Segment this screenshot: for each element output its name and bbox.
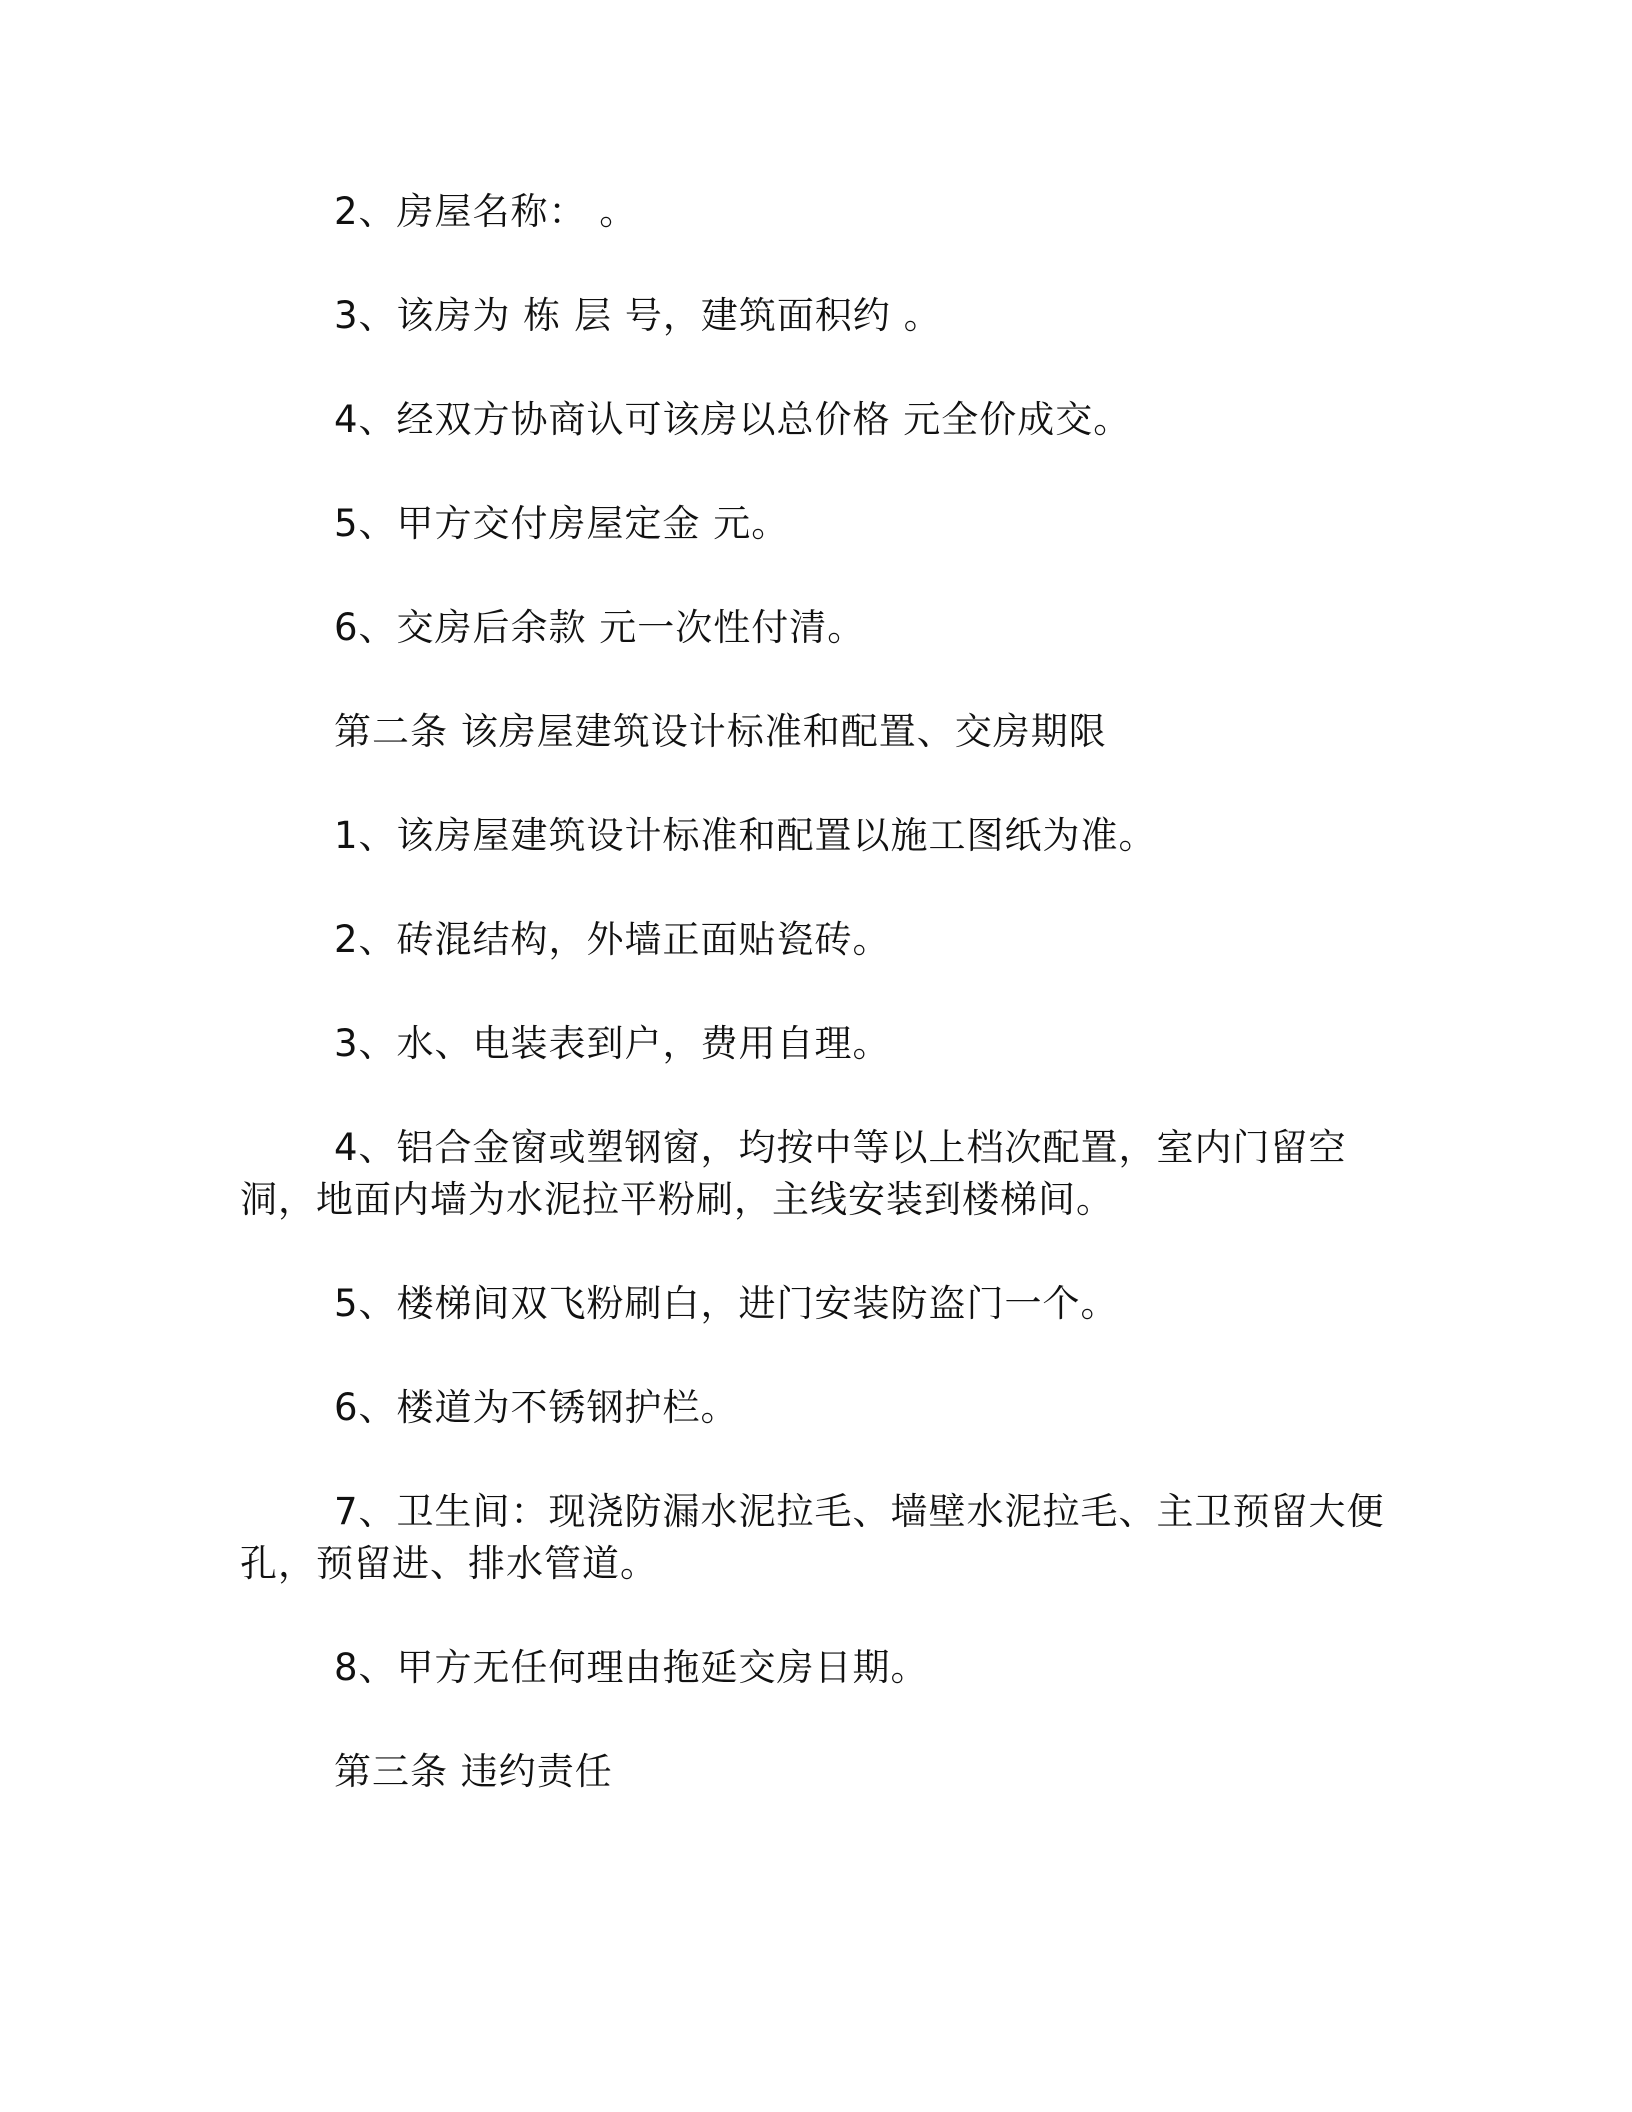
document-body [240, 186, 1390, 1850]
paragraph-delivery-date: 8、甲方无任何理由拖延交房日期。 [334, 1646, 929, 1689]
paragraph-utilities: 3、水、电装表到户，费用自理。 [334, 1022, 891, 1065]
paragraph-windows-doors: 4、铝合金窗或塑钢窗，均按中等以上档次配置，室内门留空洞，地面内墙为水泥拉平粉刷，主线安装到楼梯间。 [240, 1126, 1347, 1221]
paragraph-structure: 2、砖混结构，外墙正面贴瓷砖。 [334, 918, 891, 961]
paragraph-deposit: 5、甲方交付房屋定金 元。 [334, 502, 790, 545]
article-two-heading: 第二条 该房屋建筑设计标准和配置、交房期限 [334, 710, 1107, 753]
paragraph-bathroom: 7、卫生间：现浇防漏水泥拉毛、墙壁水泥拉毛、主卫预留大便孔，预留进、排水管道。 [240, 1490, 1385, 1585]
paragraph-total-price: 4、经双方协商认可该房以总价格 元全价成交。 [334, 398, 1132, 441]
article-three-heading: 第三条 违约责任 [334, 1750, 613, 1793]
paragraph-house-location-area: 3、该房为 栋 层 号，建筑面积约 。 [334, 294, 942, 337]
paragraph-stairwell: 5、楼梯间双飞粉刷白，进门安装防盗门一个。 [334, 1282, 1119, 1325]
paragraph-design-standard: 1、该房屋建筑设计标准和配置以施工图纸为准。 [334, 814, 1157, 857]
paragraph-balance-payment: 6、交房后余款 元一次性付清。 [334, 606, 866, 649]
paragraph-corridor-railing: 6、楼道为不锈钢护栏。 [334, 1386, 739, 1429]
paragraph-house-name: 2、房屋名称： 。 [334, 190, 638, 233]
